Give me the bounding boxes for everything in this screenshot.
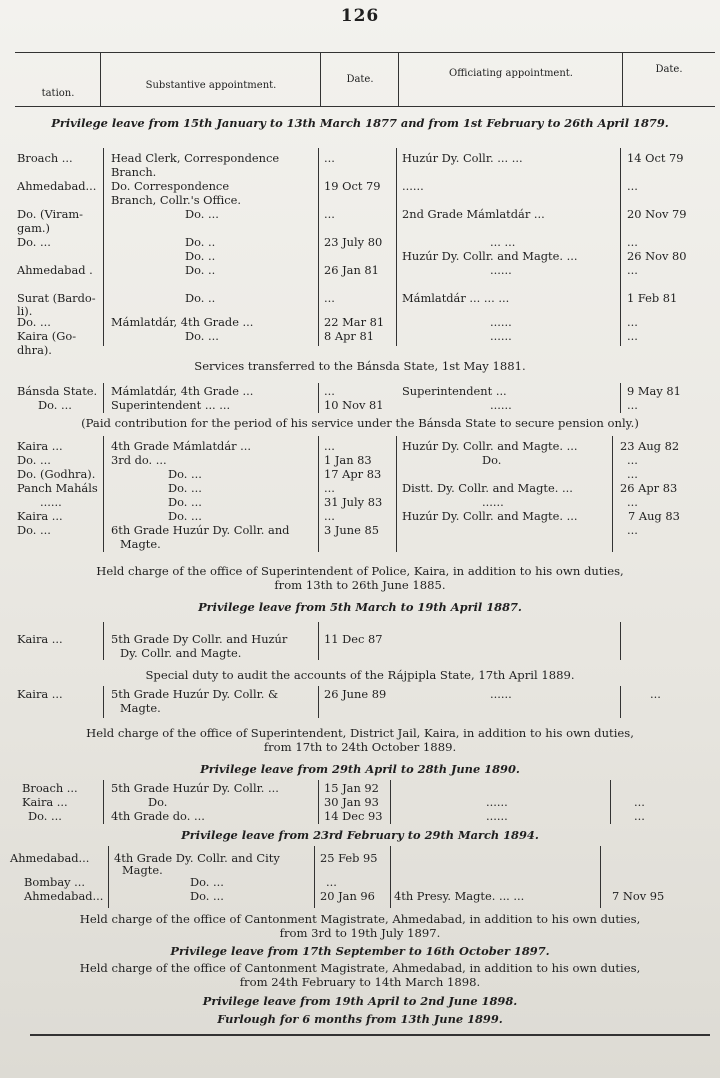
header-officiating: Officiating appointment. xyxy=(449,68,573,79)
header-divider xyxy=(622,52,623,106)
substantive-cell: Do. ... xyxy=(185,207,219,221)
date-cell: 14 Dec 93 xyxy=(324,809,383,823)
officiating-cell: Huzúr Dy. Collr. and Magte. ... xyxy=(402,509,578,523)
officiating-date-cell: ... xyxy=(627,467,638,481)
page-number: 126 xyxy=(340,6,380,26)
officiating-date-cell: ... xyxy=(627,235,638,249)
station-cell: Kaira ... xyxy=(17,439,63,453)
note-held-charge-dates: from 13th to 26th June 1885. xyxy=(274,578,446,592)
station-cell: Do. (Viram- xyxy=(17,207,84,221)
station-cell: Ahmedabad... xyxy=(24,889,104,903)
officiating-cell: 4th Presy. Magte. ... ... xyxy=(394,889,525,903)
substantive-cell: Do. ... xyxy=(168,509,202,523)
note-held-charge-dates: from 3rd to 19th July 1897. xyxy=(279,926,441,940)
column-divider xyxy=(318,436,319,552)
header-substantive: Substantive appointment. xyxy=(145,80,277,91)
date-cell: ... xyxy=(324,151,335,165)
note-privilege-leave: Privilege leave from 15th January to 13th March 1877 and from 1st February to 26th April 1879. xyxy=(51,116,669,130)
date-cell: ... xyxy=(324,509,335,523)
date-cell: 30 Jan 93 xyxy=(324,795,379,809)
station-cell: Kaira ... xyxy=(17,632,63,646)
substantive-cell: Do. Correspondence xyxy=(111,179,230,193)
note-privilege-leave: Privilege leave from 29th April to 28th June 1890. xyxy=(200,762,520,776)
date-cell: 20 Jan 96 xyxy=(320,889,375,903)
column-divider xyxy=(103,622,104,660)
column-divider xyxy=(620,686,621,718)
note-furlough: Furlough for 6 months from 13th June 1899. xyxy=(217,1012,503,1026)
station-cell: Do. ... xyxy=(17,315,51,329)
date-cell: 22 Mar 81 xyxy=(324,315,385,329)
station-cell: Kaira ... xyxy=(22,795,68,809)
officiating-date-cell: 1 Feb 81 xyxy=(627,291,678,305)
officiating-date-cell: ... xyxy=(627,315,638,329)
column-divider xyxy=(103,780,104,824)
officiating-date-cell: ... xyxy=(634,795,645,809)
column-divider xyxy=(314,846,315,908)
station-cell: Bombay ... xyxy=(24,875,86,889)
note-held-charge: Held charge of the office of Superintendent, District Jail, Kaira, in addition to his own duties, xyxy=(86,726,634,740)
substantive-cell: Do. .. xyxy=(185,263,216,277)
closing-rule xyxy=(30,1034,710,1036)
officiating-date-cell: ... xyxy=(627,263,638,277)
substantive-cell: Do. .. xyxy=(185,291,216,305)
column-divider xyxy=(103,436,104,552)
officiating-cell: ...... xyxy=(486,809,508,823)
station-cell: Kaira ... xyxy=(17,509,63,523)
officiating-date-cell: 7 Aug 83 xyxy=(628,509,680,523)
station-cell: Ahmedabad... xyxy=(17,179,97,193)
substantive-cell: 5th Grade Dy Collr. and Huzúr xyxy=(111,632,288,646)
officiating-cell: ...... xyxy=(402,179,424,193)
note-held-charge: Held charge of the office of Cantonment Magistrate, Ahmedabad, in addition to his own duties, xyxy=(79,961,641,975)
station-cell: Do. ... xyxy=(28,809,62,823)
note-paid-contribution: (Paid contribution for the period of his service under the Bánsda State to secure pension only.) xyxy=(81,416,639,430)
header-divider xyxy=(398,52,399,106)
header-divider xyxy=(320,52,321,106)
date-cell: 26 June 89 xyxy=(324,687,387,701)
station-cell: ...... xyxy=(40,495,62,509)
column-divider xyxy=(103,148,104,346)
officiating-date-cell: 14 Oct 79 xyxy=(627,151,684,165)
officiating-cell: ...... xyxy=(490,398,512,412)
substantive-cell: Do. xyxy=(148,795,168,809)
date-cell: 15 Jan 92 xyxy=(324,781,379,795)
column-divider xyxy=(318,622,319,660)
officiating-cell: ... ... xyxy=(490,235,516,249)
substantive-cell: Magte. xyxy=(120,537,161,551)
date-cell: 23 July 80 xyxy=(324,235,383,249)
substantive-cell: 3rd do. ... xyxy=(111,453,167,467)
date-cell: ... xyxy=(324,384,335,398)
officiating-cell: Distt. Dy. Collr. and Magte. ... xyxy=(402,481,573,495)
date-cell: 10 Nov 81 xyxy=(324,398,384,412)
column-divider xyxy=(620,383,621,413)
station-cell: Do. ... xyxy=(17,235,51,249)
officiating-cell: Huzúr Dy. Collr. and Magte. ... xyxy=(402,249,578,263)
note-held-charge-dates: from 17th to 24th October 1889. xyxy=(263,740,457,754)
note-held-charge: Held charge of the office of Cantonment Magistrate, Ahmedabad, in addition to his own duties, xyxy=(79,912,641,926)
note-special-duty: Special duty to audit the accounts of the Rájpipla State, 17th April 1889. xyxy=(145,668,575,682)
header-top-rule xyxy=(15,52,715,53)
officiating-cell: Mámlatdár ... ... ... xyxy=(402,291,510,305)
officiating-cell: ...... xyxy=(490,329,512,343)
station-cell: Kaira (Go- xyxy=(17,329,77,343)
officiating-cell: Huzúr Dy. Collr. and Magte. ... xyxy=(402,439,578,453)
column-divider xyxy=(390,846,391,908)
officiating-date-cell: ... xyxy=(627,495,638,509)
officiating-cell: Superintendent ... xyxy=(402,384,507,398)
station-cell: Broach ... xyxy=(17,151,73,165)
date-cell: 26 Jan 81 xyxy=(324,263,379,277)
station-cell: li). xyxy=(17,304,33,318)
substantive-cell: Do. ... xyxy=(168,467,202,481)
date-cell: 1 Jan 83 xyxy=(324,453,372,467)
officiating-date-cell: 23 Aug 82 xyxy=(620,439,680,453)
station-cell: Kaira ... xyxy=(17,687,63,701)
officiating-cell: 2nd Grade Mámlatdár ... xyxy=(402,207,545,221)
date-cell: 11 Dec 87 xyxy=(324,632,383,646)
officiating-date-cell: ... xyxy=(650,687,661,701)
substantive-cell: 4th Grade do. ... xyxy=(111,809,205,823)
column-divider xyxy=(396,148,397,346)
officiating-date-cell: 20 Nov 79 xyxy=(627,207,687,221)
substantive-cell: 5th Grade Huzúr Dy. Collr. ... xyxy=(111,781,279,795)
substantive-cell: Do. ... xyxy=(168,495,202,509)
column-divider xyxy=(103,686,104,718)
substantive-cell: Do. ... xyxy=(190,889,224,903)
officiating-cell: Do. xyxy=(482,453,502,467)
header-date: Date. xyxy=(655,64,683,75)
header-date: Date. xyxy=(346,74,374,85)
column-divider xyxy=(620,622,621,660)
header-station: tation. xyxy=(41,88,75,99)
note-privilege-leave: Privilege leave from 17th September to 16th October 1897. xyxy=(170,944,550,958)
header-bottom-rule xyxy=(15,106,715,107)
column-divider xyxy=(103,383,104,413)
column-divider xyxy=(390,780,391,824)
substantive-cell: Do. .. xyxy=(185,249,216,263)
date-cell: 3 June 85 xyxy=(324,523,379,537)
column-divider xyxy=(620,148,621,346)
officiating-cell: ...... xyxy=(490,687,512,701)
note-privilege-leave: Privilege leave from 5th March to 19th April 1887. xyxy=(198,600,522,614)
column-divider xyxy=(108,846,109,908)
substantive-cell: Mámlatdár, 4th Grade ... xyxy=(111,384,254,398)
substantive-cell: 4th Grade Mámlatdár ... xyxy=(111,439,252,453)
date-cell: 25 Feb 95 xyxy=(320,851,378,865)
column-divider xyxy=(612,436,613,552)
officiating-date-cell: ... xyxy=(627,179,638,193)
officiating-date-cell: ... xyxy=(627,523,638,537)
column-divider xyxy=(318,686,319,718)
date-cell: 19 Oct 79 xyxy=(324,179,381,193)
station-cell: Broach ... xyxy=(22,781,78,795)
officiating-cell: Huzúr Dy. Collr. ... ... xyxy=(402,151,523,165)
column-divider xyxy=(318,383,319,413)
station-cell: gam.) xyxy=(17,221,50,235)
column-divider xyxy=(600,846,601,908)
substantive-cell: 4th Grade Dy. Collr. and City xyxy=(114,851,280,865)
station-cell: Do. ... xyxy=(17,453,51,467)
officiating-date-cell: 26 Nov 80 xyxy=(627,249,687,263)
station-cell: Do. ... xyxy=(17,523,51,537)
officiating-date-cell: ... xyxy=(627,398,638,412)
substantive-cell: Head Clerk, Correspondence xyxy=(111,151,280,165)
station-cell: dhra). xyxy=(17,343,52,357)
substantive-cell: Magte. xyxy=(120,701,161,715)
officiating-date-cell: 26 Apr 83 xyxy=(620,481,678,495)
station-cell: Bánsda State. xyxy=(17,384,98,398)
date-cell: 17 Apr 83 xyxy=(324,467,382,481)
station-cell: Panch Maháls xyxy=(17,481,98,495)
station-cell: Ahmedabad... xyxy=(10,851,90,865)
substantive-cell: Do. ... xyxy=(168,481,202,495)
column-divider xyxy=(318,780,319,824)
substantive-cell: Do. ... xyxy=(185,329,219,343)
station-cell: Do. (Godhra). xyxy=(17,467,96,481)
note-held-charge-dates: from 24th February to 14th March 1898. xyxy=(239,975,481,989)
officiating-cell: ...... xyxy=(490,263,512,277)
substantive-cell: Do. ... xyxy=(190,875,224,889)
officiating-date-cell: 9 May 81 xyxy=(627,384,681,398)
substantive-cell: Mámlatdár, 4th Grade ... xyxy=(111,315,254,329)
substantive-cell: Branch, Collr.'s Office. xyxy=(111,193,241,207)
station-cell: Surat (Bardo- xyxy=(17,291,96,305)
date-cell: ... xyxy=(324,439,335,453)
officiating-date-cell: ... xyxy=(634,809,645,823)
date-cell: 8 Apr 81 xyxy=(324,329,374,343)
substantive-cell: 5th Grade Huzúr Dy. Collr. & xyxy=(111,687,279,701)
substantive-cell: Branch. xyxy=(111,165,157,179)
substantive-cell: Do. .. xyxy=(185,235,216,249)
officiating-date-cell: 7 Nov 95 xyxy=(612,889,665,903)
substantive-cell: 6th Grade Huzúr Dy. Collr. and xyxy=(111,523,290,537)
station-cell: Ahmedabad . xyxy=(17,263,93,277)
date-cell: ... xyxy=(326,875,337,889)
column-divider xyxy=(318,148,319,346)
date-cell: ... xyxy=(324,207,335,221)
column-divider xyxy=(396,436,397,552)
note-services-transferred: Services transferred to the Bánsda State, 1st May 1881. xyxy=(194,359,526,373)
note-privilege-leave: Privilege leave from 19th April to 2nd June 1898. xyxy=(202,994,518,1008)
date-cell: ... xyxy=(324,291,335,305)
station-cell: Do. ... xyxy=(38,398,72,412)
date-cell: 31 July 83 xyxy=(324,495,383,509)
date-cell: ... xyxy=(324,481,335,495)
substantive-cell: Magte. xyxy=(122,863,163,877)
officiating-cell: ...... xyxy=(482,495,504,509)
officiating-date-cell: ... xyxy=(627,453,638,467)
officiating-date-cell: ... xyxy=(627,329,638,343)
officiating-cell: ...... xyxy=(486,795,508,809)
header-divider xyxy=(100,52,101,106)
officiating-cell: ...... xyxy=(490,315,512,329)
note-privilege-leave: Privilege leave from 23rd February to 29th March 1894. xyxy=(181,828,539,842)
substantive-cell: Dy. Collr. and Magte. xyxy=(120,646,242,660)
column-divider xyxy=(610,780,611,824)
substantive-cell: Superintendent ... ... xyxy=(111,398,231,412)
note-held-charge: Held charge of the office of Superintendent of Police, Kaira, in addition to his own duties, xyxy=(96,564,624,578)
